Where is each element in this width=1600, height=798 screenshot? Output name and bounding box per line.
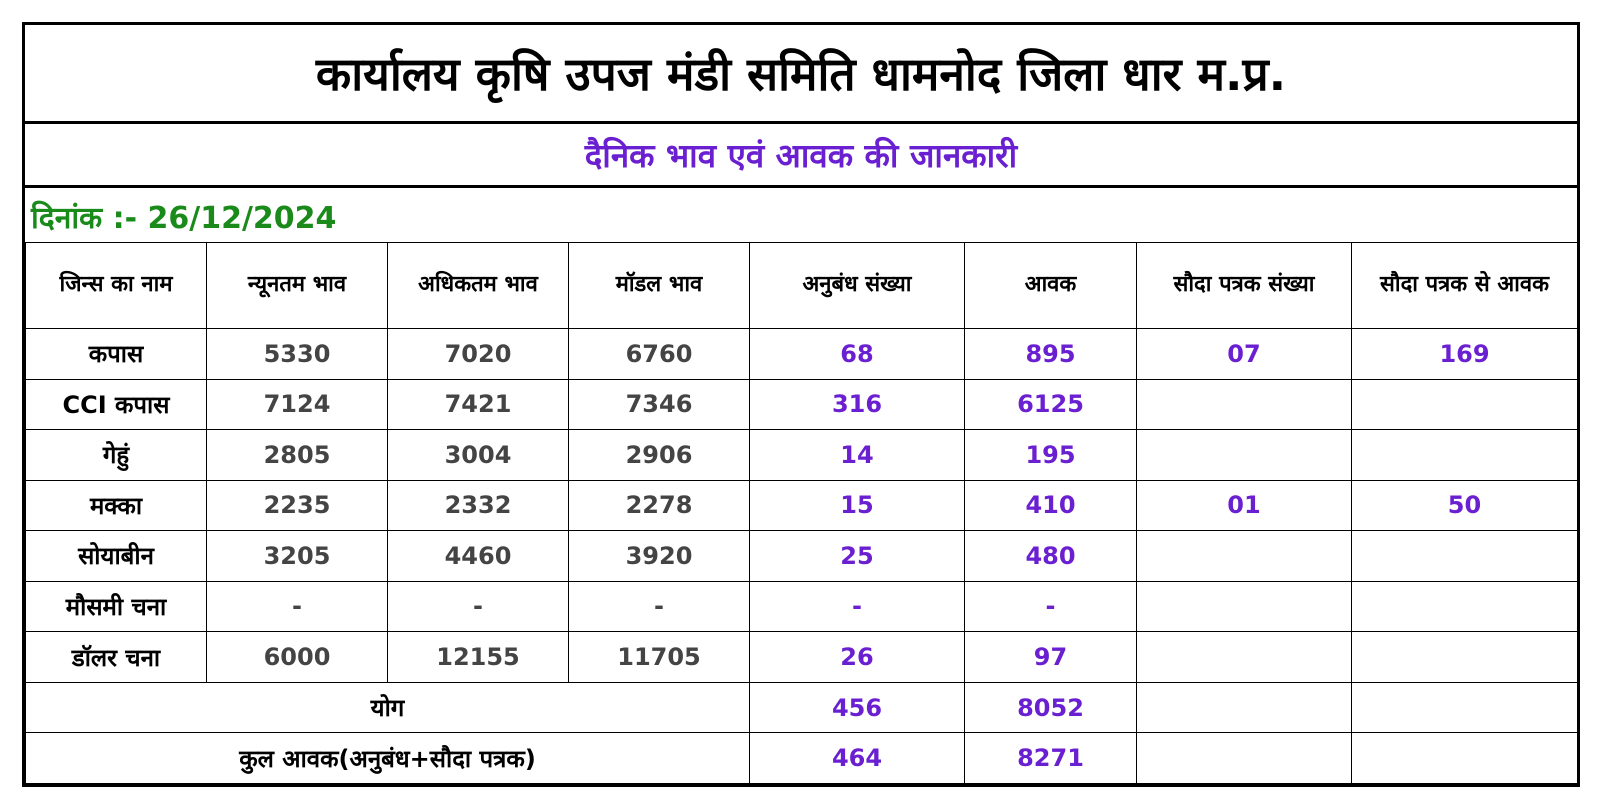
column-header: जिन्स का नाम: [26, 243, 207, 329]
empty-cell: [1137, 682, 1352, 733]
max-price: 12155: [388, 632, 569, 683]
sauda-patrak-arrival: [1352, 430, 1578, 481]
sauda-patrak-arrival: 50: [1352, 480, 1578, 531]
column-header: अनुबंध संख्या: [750, 243, 965, 329]
model-price: 2278: [569, 480, 750, 531]
price-sheet: [22, 22, 1580, 787]
model-price: -: [569, 581, 750, 632]
sauda-patrak-count: 07: [1137, 328, 1352, 379]
min-price: 3205: [207, 531, 388, 582]
date-label: दिनांक :- 26/12/2024: [31, 200, 337, 236]
table-row: [26, 328, 1578, 379]
grand-total-arrival: 8271: [965, 733, 1137, 784]
sauda-patrak-arrival: [1352, 531, 1578, 582]
max-price: 7020: [388, 328, 569, 379]
model-price: 11705: [569, 632, 750, 683]
table-row: [26, 430, 1578, 481]
max-price: 2332: [388, 480, 569, 531]
table-row: [26, 531, 1578, 582]
column-header: अधिकतम भाव: [388, 243, 569, 329]
commodity-name: डॉलर चना: [26, 632, 207, 683]
min-price: 5330: [207, 328, 388, 379]
anubandh-count: 14: [750, 430, 965, 481]
sauda-patrak-arrival: 169: [1352, 328, 1578, 379]
min-price: 2235: [207, 480, 388, 531]
table-row: [26, 581, 1578, 632]
sauda-patrak-count: [1137, 430, 1352, 481]
model-price: 3920: [569, 531, 750, 582]
sauda-patrak-count: [1137, 632, 1352, 683]
empty-cell: [1352, 682, 1578, 733]
arrival: -: [965, 581, 1137, 632]
column-header: आवक: [965, 243, 1137, 329]
arrival: 6125: [965, 379, 1137, 430]
sauda-patrak-count: [1137, 531, 1352, 582]
anubandh-count: 316: [750, 379, 965, 430]
commodity-name: सोयाबीन: [26, 531, 207, 582]
arrival: 895: [965, 328, 1137, 379]
model-price: 2906: [569, 430, 750, 481]
min-price: 6000: [207, 632, 388, 683]
column-header: सौदा पत्रक संख्या: [1137, 243, 1352, 329]
page-title: कार्यालय कृषि उपज मंडी समिति धामनोद जिला धार म.प्र.: [25, 25, 1577, 124]
total-arrival: 8052: [965, 682, 1137, 733]
max-price: 7421: [388, 379, 569, 430]
column-header: मॉडल भाव: [569, 243, 750, 329]
model-price: 6760: [569, 328, 750, 379]
column-header: न्यूनतम भाव: [207, 243, 388, 329]
commodity-name: CCI कपास: [26, 379, 207, 430]
min-price: -: [207, 581, 388, 632]
table-row: [26, 632, 1578, 683]
sauda-patrak-arrival: [1352, 632, 1578, 683]
total-anubandh: 456: [750, 682, 965, 733]
max-price: 4460: [388, 531, 569, 582]
anubandh-count: 15: [750, 480, 965, 531]
commodity-name: मौसमी चना: [26, 581, 207, 632]
sauda-patrak-arrival: [1352, 581, 1578, 632]
table-row: [26, 379, 1578, 430]
sauda-patrak-count: [1137, 581, 1352, 632]
max-price: 3004: [388, 430, 569, 481]
anubandh-count: 26: [750, 632, 965, 683]
arrival: 195: [965, 430, 1137, 481]
arrival: 410: [965, 480, 1137, 531]
commodity-name: गेहुं: [26, 430, 207, 481]
arrival: 480: [965, 531, 1137, 582]
table-header-row: [26, 243, 1578, 329]
total-row: [26, 682, 1578, 733]
table-row: [26, 480, 1578, 531]
max-price: -: [388, 581, 569, 632]
anubandh-count: -: [750, 581, 965, 632]
min-price: 2805: [207, 430, 388, 481]
anubandh-count: 68: [750, 328, 965, 379]
anubandh-count: 25: [750, 531, 965, 582]
grand-total-label: कुल आवक(अनुबंध+सौदा पत्रक): [26, 733, 750, 784]
arrival: 97: [965, 632, 1137, 683]
model-price: 7346: [569, 379, 750, 430]
sauda-patrak-arrival: [1352, 379, 1578, 430]
total-label: योग: [26, 682, 750, 733]
column-header: सौदा पत्रक से आवक: [1352, 243, 1578, 329]
empty-cell: [1352, 733, 1578, 784]
sauda-patrak-count: 01: [1137, 480, 1352, 531]
grand-total-anubandh: 464: [750, 733, 965, 784]
empty-cell: [1137, 733, 1352, 784]
commodity-name: मक्का: [26, 480, 207, 531]
page-subtitle: दैनिक भाव एवं आवक की जानकारी: [25, 124, 1577, 188]
commodity-name: कपास: [26, 328, 207, 379]
grand-total-row: [26, 733, 1578, 784]
rates-table: [25, 242, 1578, 784]
min-price: 7124: [207, 379, 388, 430]
sauda-patrak-count: [1137, 379, 1352, 430]
